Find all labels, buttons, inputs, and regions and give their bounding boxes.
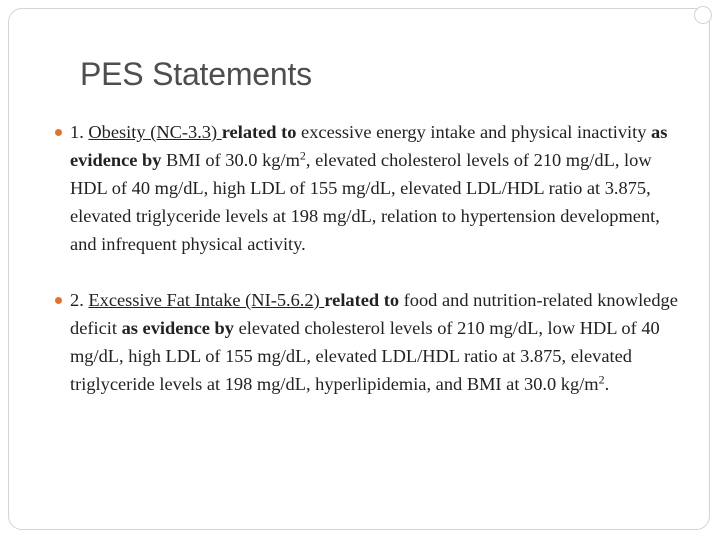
- slide-title: PES Statements: [80, 56, 312, 92]
- as-evidence-by-label: as evidence by: [70, 122, 668, 170]
- related-to-label: related to: [221, 122, 297, 142]
- bullet-number: 1.: [70, 122, 89, 142]
- bullet-list: [52, 118, 680, 398]
- bullet-dot-icon: [55, 129, 62, 136]
- bullet-dot-icon: [55, 297, 62, 304]
- etiology-text: food and nutrition-related knowledge deficit: [70, 290, 678, 338]
- etiology-text: excessive energy intake and physical inactivity: [296, 122, 652, 142]
- superscript: 2: [299, 148, 306, 163]
- superscript: 2: [598, 372, 605, 387]
- signs-text: elevated cholesterol levels of 210 mg/dL, low HDL of 40 mg/dL, high LDL of 155 mg/dL, elevated LDL/HDL ratio at 3.875, elevated triglyceride levels at 198 mg/dL, hyperlipidemia, and BMI at 30.0 kg/m: [70, 318, 660, 394]
- corner-circle-decoration: [694, 6, 712, 24]
- diagnosis-label: Obesity (NC-3.3): [88, 122, 222, 142]
- signs-text-continued: , elevated cholesterol levels of 210 mg/dL, low HDL of 40 mg/dL, high LDL of 155 mg/dL, elevated LDL/HDL ratio at 3.875, elevated triglyceride levels at 198 mg/dL, relation to hypertension development, and infrequent physical activity.: [70, 150, 660, 254]
- signs-text-continued: .: [604, 374, 610, 394]
- diagnosis-label: Excessive Fat Intake (NI-5.6.2): [88, 290, 325, 310]
- signs-text: BMI of 30.0 kg/m: [161, 150, 300, 170]
- bullet-number: 2.: [70, 290, 89, 310]
- as-evidence-by-label: as evidence by: [121, 318, 234, 338]
- bullet-item-1: [52, 118, 680, 258]
- related-to-label: related to: [324, 290, 400, 310]
- bullet-item-2: [52, 286, 680, 398]
